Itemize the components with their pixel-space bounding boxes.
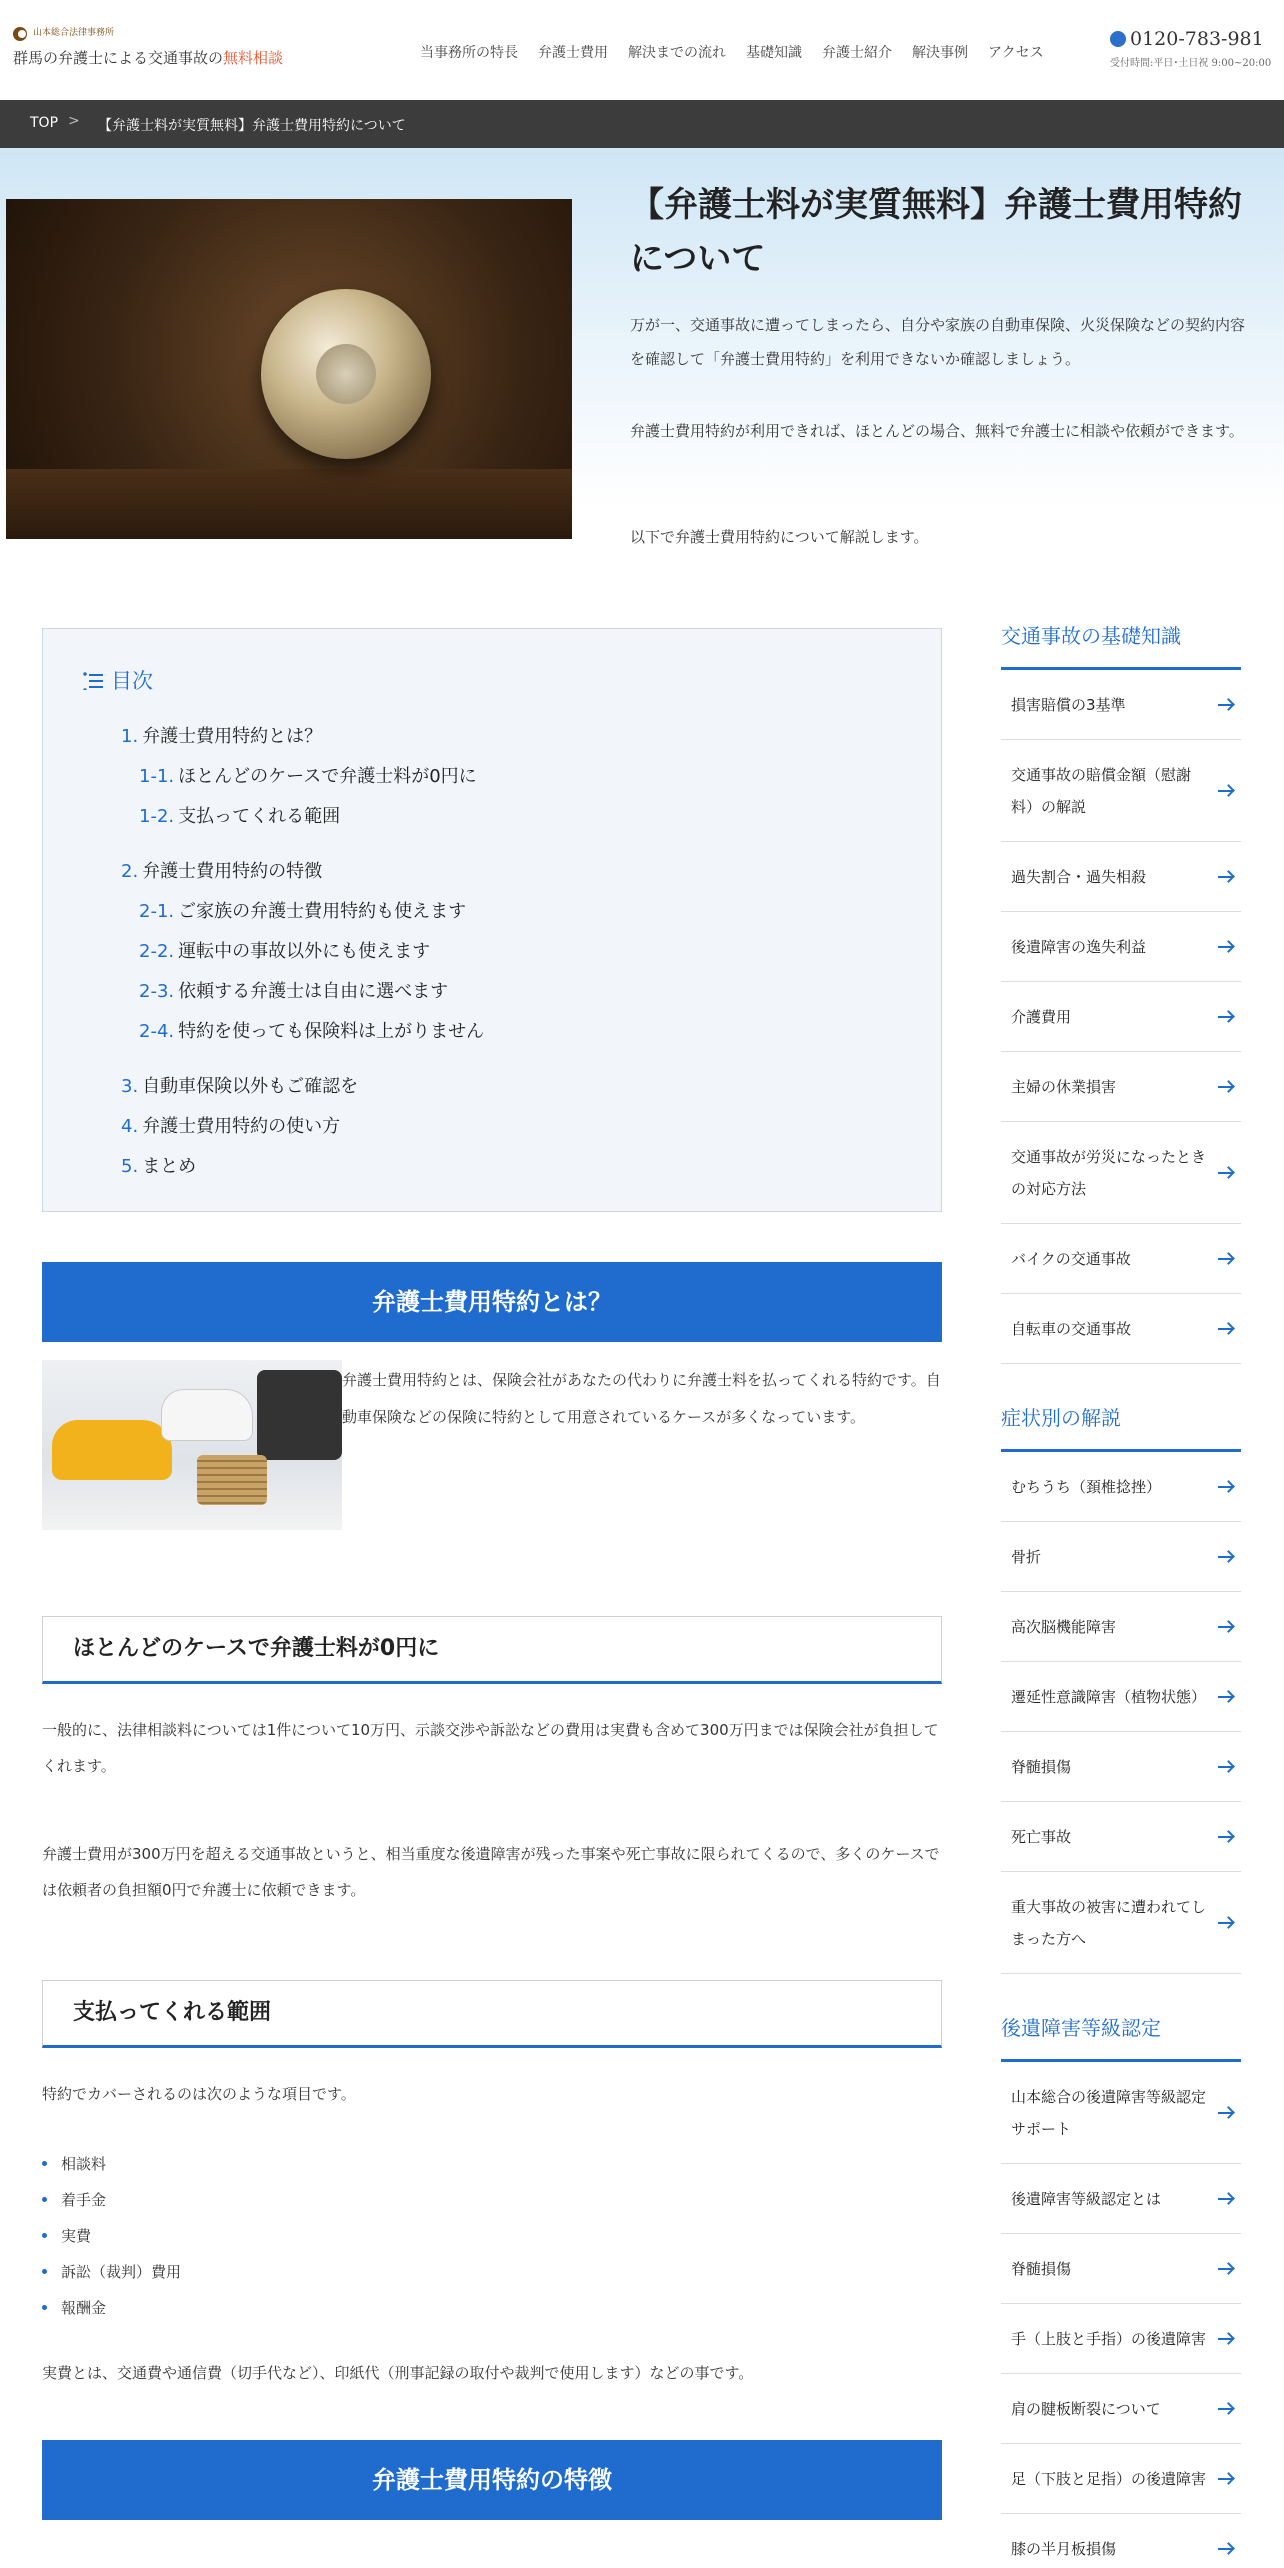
sidebar-link[interactable] bbox=[1001, 2374, 1241, 2444]
calculator bbox=[257, 1370, 342, 1460]
sidebar-link[interactable] bbox=[1001, 1732, 1241, 1802]
toc-label: 依頼する弁護士は自由に選べます bbox=[178, 981, 449, 1002]
sidebar-link-label: バイクの交通事故 bbox=[1011, 1250, 1131, 1268]
hero-section bbox=[0, 148, 1284, 598]
sidebar-link[interactable] bbox=[1001, 1592, 1241, 1662]
paragraph-high-cost-cases: 弁護士費用が300万円を超える交通事故というと、相当重度な後遺障害が残った事案や死亡事故に限られてくるので、多くのケースでは依頼者の負担額0円で弁護士に依頼できます。 bbox=[42, 1845, 940, 1899]
list-item-label: 相談料 bbox=[61, 2155, 107, 2173]
sidebar-link[interactable] bbox=[1001, 2304, 1241, 2374]
toc-label: まとめ bbox=[142, 1156, 197, 1177]
sidebar-link[interactable] bbox=[1001, 912, 1241, 982]
sidebar-link-label: 介護費用 bbox=[1011, 1008, 1072, 1026]
sidebar-link[interactable] bbox=[1001, 1522, 1241, 1592]
sidebar-link-label: 山本総合の後遺障害等級認定サポート bbox=[1011, 2088, 1207, 2138]
sidebar-link-label: 脊髄損傷 bbox=[1011, 1758, 1072, 1776]
bullet-icon bbox=[42, 2233, 47, 2238]
arrow-right-icon bbox=[1217, 1830, 1235, 1844]
tagline-prefix: 群馬の弁護士による交通事故の bbox=[13, 49, 224, 67]
toc-num: 2-1. bbox=[139, 901, 175, 922]
sidebar-link[interactable] bbox=[1001, 1802, 1241, 1872]
arrow-right-icon bbox=[1217, 1620, 1235, 1634]
arrow-right-icon bbox=[1217, 2332, 1235, 2346]
nav-access[interactable]: アクセス bbox=[988, 45, 1044, 61]
paragraph-coverage-intro: 特約でカバーされるのは次のような項目です。 bbox=[42, 2085, 356, 2103]
toc-num: 4. bbox=[121, 1116, 139, 1137]
sidebar-link[interactable] bbox=[1001, 1122, 1241, 1224]
nav-flow[interactable]: 解決までの流れ bbox=[628, 45, 726, 61]
sidebar-link-label: 脊髄損傷 bbox=[1011, 2260, 1072, 2278]
bullet-icon bbox=[42, 2197, 47, 2202]
sidebar-link-label: 交通事故の賠償金額（慰謝料）の解説 bbox=[1011, 766, 1192, 816]
sidebar-link-label: 肩の腱板断裂について bbox=[1011, 2400, 1161, 2418]
toc-num: 2-3. bbox=[139, 981, 175, 1002]
nav-fees[interactable]: 弁護士費用 bbox=[538, 45, 608, 61]
arrow-right-icon bbox=[1217, 1550, 1235, 1564]
list-item-label: 訴訟（裁判）費用 bbox=[61, 2263, 182, 2281]
sidebar-link[interactable] bbox=[1001, 740, 1241, 842]
toc-label: 特約を使っても保険料は上がりません bbox=[178, 1021, 485, 1042]
toc-label: ほとんどのケースで弁護士料が0円に bbox=[178, 766, 477, 787]
list-item bbox=[42, 2153, 106, 2174]
sidebar-link-label: 交通事故が労災になったときの対応方法 bbox=[1011, 1148, 1207, 1198]
sidebar-link-label: 過失割合・過失相殺 bbox=[1011, 868, 1147, 886]
sidebar-link-label: 主婦の休業損害 bbox=[1011, 1078, 1117, 1096]
toc-num: 2. bbox=[121, 861, 139, 882]
arrow-right-icon bbox=[1217, 1760, 1235, 1774]
arrow-right-icon bbox=[1217, 1080, 1235, 1094]
subheading-coverage-scope: 支払ってくれる範囲 bbox=[42, 1980, 942, 2048]
sidebar-link[interactable] bbox=[1001, 1872, 1241, 1974]
toc-item[interactable] bbox=[139, 937, 430, 963]
sidebar-link[interactable] bbox=[1001, 670, 1241, 740]
phone-block bbox=[1110, 28, 1275, 69]
hero-paragraph-2: 弁護士費用特約が利用できれば、ほとんどの場合、無料で弁護士に相談や依頼ができます。 bbox=[630, 422, 1244, 440]
sidebar-link-label: 膝の半月板損傷 bbox=[1011, 2540, 1117, 2558]
toc-label: 弁護士費用特約の特徴 bbox=[142, 861, 323, 882]
sidebar-link[interactable] bbox=[1001, 2062, 1241, 2164]
sidebar-link[interactable] bbox=[1001, 1224, 1241, 1294]
sidebar-link[interactable] bbox=[1001, 1662, 1241, 1732]
toc-label: ご家族の弁護士費用特約も使えます bbox=[178, 901, 467, 922]
arrow-right-icon bbox=[1217, 1690, 1235, 1704]
toc-num: 2-2. bbox=[139, 941, 175, 962]
subheading-zero-fee: ほとんどのケースで弁護士料が0円に bbox=[42, 1616, 942, 1684]
sidebar-link-label: 高次脳機能障害 bbox=[1011, 1618, 1117, 1636]
sidebar-link-label: むちうち（頚椎捻挫） bbox=[1011, 1478, 1162, 1496]
sidebar-section-heading: 後遺障害等級認定 bbox=[1001, 2012, 1241, 2062]
sidebar-link-label: 後遺障害の逸失利益 bbox=[1011, 938, 1147, 956]
breadcrumb-current: 【弁護士料が実質無料】弁護士費用特約について bbox=[98, 118, 406, 134]
sidebar-link[interactable] bbox=[1001, 2444, 1241, 2514]
sidebar-link-label: 死亡事故 bbox=[1011, 1828, 1072, 1846]
toc-num: 2-4. bbox=[139, 1021, 175, 1042]
bullet-icon bbox=[42, 2305, 47, 2310]
arrow-right-icon bbox=[1217, 698, 1235, 712]
phone-icon bbox=[1110, 31, 1126, 47]
firm-name: 山本総合法律事務所 bbox=[33, 28, 115, 38]
toc-label: 弁護士費用特約の使い方 bbox=[142, 1116, 341, 1137]
toc-item[interactable] bbox=[139, 1017, 484, 1043]
toc-label: 運転中の事故以外にも使えます bbox=[178, 941, 431, 962]
coin-stack bbox=[197, 1455, 267, 1505]
arrow-right-icon bbox=[1217, 2402, 1235, 2416]
toc-item[interactable] bbox=[139, 802, 340, 828]
hero-paragraph-3: 以下で弁護士費用特約について解説します。 bbox=[630, 528, 929, 546]
arrow-right-icon bbox=[1217, 2472, 1235, 2486]
section-heading-features: 弁護士費用特約の特徴 bbox=[42, 2440, 942, 2520]
sidebar-link[interactable] bbox=[1001, 2234, 1241, 2304]
toc-label: 支払ってくれる範囲 bbox=[178, 806, 341, 827]
arrow-right-icon bbox=[1217, 2192, 1235, 2206]
arrow-right-icon bbox=[1217, 940, 1235, 954]
sidebar-link-label: 自転車の交通事故 bbox=[1011, 1320, 1132, 1338]
nav-features[interactable]: 当事務所の特長 bbox=[420, 45, 518, 61]
table-of-contents bbox=[42, 628, 942, 1212]
paragraph-coverage-limit: 一般的に、法律相談料については1件について10万円、示談交渉や訴訟などの費用は実費も含めて300万円までは保険会社が負担してくれます。 bbox=[42, 1721, 939, 1775]
arrow-right-icon bbox=[1217, 2262, 1235, 2276]
hero-coin-image bbox=[6, 199, 572, 539]
arrow-right-icon bbox=[1217, 2106, 1235, 2120]
sidebar-link[interactable] bbox=[1001, 842, 1241, 912]
toc-num: 5. bbox=[121, 1156, 139, 1177]
yellow-toy-car bbox=[52, 1420, 172, 1480]
toc-item[interactable] bbox=[139, 977, 448, 1003]
list-icon bbox=[83, 672, 103, 690]
global-nav bbox=[410, 42, 1054, 62]
section-heading-what-is: 弁護士費用特約とは？ bbox=[42, 1262, 942, 1342]
hero-paragraph-1: 万が一、交通事故に遭ってしまったら、自分や家族の自動車保険、火災保険などの契約内容を確認して「弁護士費用特約」を利用できないか確認しましょう。 bbox=[630, 316, 1246, 368]
reception-hours: 受付時間:平日･土日祝 9:00~20:00 bbox=[1110, 58, 1272, 69]
toc-item[interactable] bbox=[121, 1072, 358, 1098]
arrow-right-icon bbox=[1217, 1480, 1235, 1494]
sidebar-link-label: 遷延性意識障害（植物状態） bbox=[1011, 1688, 1207, 1706]
toc-heading-label: 目次 bbox=[111, 669, 153, 693]
car-and-coins-image bbox=[42, 1360, 342, 1530]
sidebar-link[interactable] bbox=[1001, 2514, 1241, 2568]
toc-item[interactable] bbox=[121, 722, 322, 748]
page-title: 【弁護士料が実質無料】弁護士費用特約について bbox=[630, 185, 1242, 279]
list-item bbox=[42, 2261, 181, 2282]
toc-item[interactable] bbox=[139, 897, 466, 923]
sidebar-link-label: 手（上肢と手指）の後遺障害 bbox=[1011, 2330, 1207, 2348]
breadcrumb-chevron-icon: > bbox=[68, 113, 80, 129]
sidebar-link-label: 足（下肢と足指）の後遺障害 bbox=[1011, 2470, 1207, 2488]
paragraph-expenses-note: 実費とは、交通費や通信費（切手代など）、印紙代（刑事記録の取付や裁判で使用します）などの事です。 bbox=[42, 2364, 754, 2382]
arrow-right-icon bbox=[1217, 1322, 1235, 1336]
phone-number: 0120-783-981 bbox=[1130, 28, 1264, 50]
sidebar-section-heading: 交通事故の基礎知識 bbox=[1001, 620, 1241, 670]
list-item-label: 報酬金 bbox=[61, 2299, 107, 2317]
breadcrumb bbox=[0, 100, 1284, 148]
arrow-right-icon bbox=[1217, 1166, 1235, 1180]
nav-basics[interactable]: 基礎知識 bbox=[746, 45, 802, 61]
hero-table-surface bbox=[6, 469, 572, 539]
toc-item[interactable] bbox=[121, 1112, 340, 1138]
phone-number-link[interactable] bbox=[1110, 28, 1275, 50]
toc-num: 1. bbox=[121, 726, 139, 747]
toc-heading bbox=[83, 665, 153, 695]
toc-num: 3. bbox=[121, 1076, 139, 1097]
toc-label: 弁護士費用特約とは？ bbox=[142, 726, 323, 747]
sidebar-link-label: 重大事故の被害に遭われてしまった方へ bbox=[1011, 1898, 1207, 1948]
arrow-right-icon bbox=[1217, 1252, 1235, 1266]
arrow-right-icon bbox=[1217, 2542, 1235, 2556]
toc-num: 1-1. bbox=[139, 766, 175, 787]
list-item-label: 実費 bbox=[61, 2227, 92, 2245]
sidebar-link[interactable] bbox=[1001, 1452, 1241, 1522]
list-item bbox=[42, 2225, 91, 2246]
sidebar-link-label: 骨折 bbox=[1011, 1548, 1042, 1566]
sidebar-link-label: 後遺障害等級認定とは bbox=[1011, 2190, 1162, 2208]
breadcrumb-top-link[interactable]: TOP bbox=[30, 115, 59, 131]
site-header bbox=[0, 0, 1284, 100]
nav-cases[interactable]: 解決事例 bbox=[912, 45, 968, 61]
toc-label: 自動車保険以外もご確認を bbox=[142, 1076, 359, 1097]
sidebar-link[interactable] bbox=[1001, 982, 1241, 1052]
bullet-icon bbox=[42, 2161, 47, 2166]
sidebar-section-heading: 症状別の解説 bbox=[1001, 1402, 1241, 1452]
tagline-highlight: 無料相談 bbox=[223, 49, 284, 67]
list-item bbox=[42, 2189, 106, 2210]
toc-item[interactable] bbox=[121, 857, 322, 883]
toc-item[interactable] bbox=[121, 1152, 196, 1178]
arrow-right-icon bbox=[1217, 1916, 1235, 1930]
nav-lawyers[interactable]: 弁護士紹介 bbox=[822, 45, 892, 61]
lawyer-badge-coin bbox=[261, 289, 431, 459]
sidebar-link[interactable] bbox=[1001, 1052, 1241, 1122]
logo-mark-icon bbox=[13, 27, 27, 41]
white-toy-car bbox=[162, 1390, 252, 1440]
list-item bbox=[42, 2297, 106, 2318]
sidebar-link-label: 損害賠償の3基準 bbox=[1011, 696, 1126, 714]
arrow-right-icon bbox=[1217, 784, 1235, 798]
toc-item[interactable] bbox=[139, 762, 477, 788]
bullet-icon bbox=[42, 2269, 47, 2274]
arrow-right-icon bbox=[1217, 1010, 1235, 1024]
sidebar-link[interactable] bbox=[1001, 1294, 1241, 1364]
list-item-label: 着手金 bbox=[61, 2191, 107, 2209]
toc-num: 1-2. bbox=[139, 806, 175, 827]
arrow-right-icon bbox=[1217, 870, 1235, 884]
sidebar-link[interactable] bbox=[1001, 2164, 1241, 2234]
intro-paragraph: 弁護士費用特約とは、保険会社があなたの代わりに弁護士料を払ってくれる特約です。自動車保険などの保険に特約として用意されているケースが多くなっています。 bbox=[342, 1371, 941, 1426]
site-tagline bbox=[13, 47, 283, 68]
